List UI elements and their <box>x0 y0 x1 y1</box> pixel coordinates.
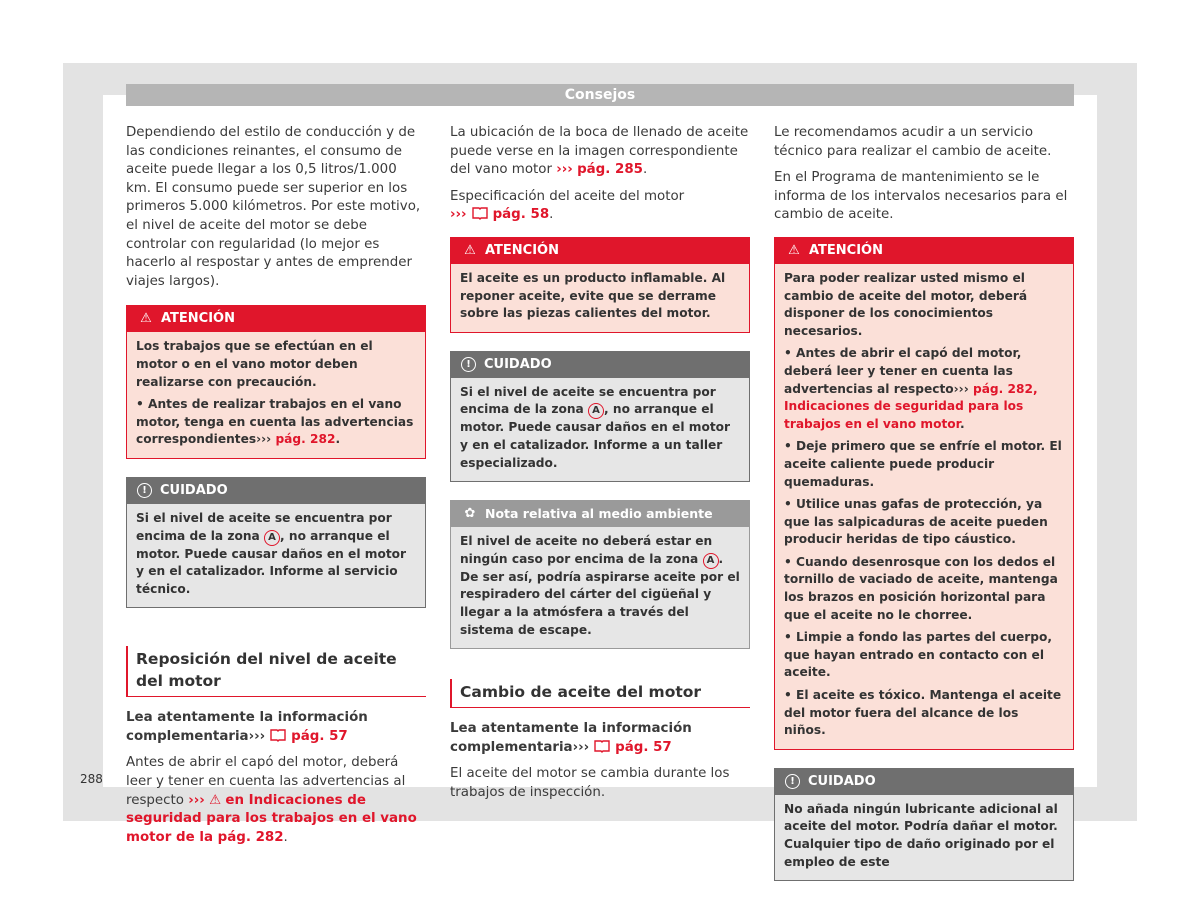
environment-note-box <box>450 500 750 649</box>
page-link[interactable]: pág. 285 <box>577 162 643 178</box>
caution-box <box>774 768 1074 881</box>
environment-note-title: Nota relativa al medio ambiente <box>485 506 713 522</box>
page-link[interactable]: pág. 282 <box>275 432 336 447</box>
caution-text: No añada ningún lubricante adicional al aceite del motor. Podría dañar el motor. Cualquier tipo de daño originado por el empleo de este <box>784 801 1058 869</box>
warning-title: ATENCIÓN <box>809 242 883 258</box>
page-link[interactable]: pág. 282, Indicaciones de seguridad para los trabajos en el vano motor <box>784 381 1038 431</box>
warning-bullet: • Deje primero que se enfríe el motor. El aceite caliente puede producir quemaduras. <box>784 439 1062 489</box>
lead-text: Lea atentamente la información complementaria››› pág. 57 <box>126 710 368 744</box>
warning-icon: ⚠ <box>209 792 222 808</box>
caution-title: CUIDADO <box>160 482 228 498</box>
warning-bullet: • Antes de realizar trabajos en el vano motor, tenga en cuenta las advertencias correspondientes››› pág. 282. <box>136 397 414 447</box>
zone-a-icon: A <box>703 553 719 569</box>
column-1 <box>126 124 426 855</box>
page-link[interactable]: pág. 58 <box>492 207 550 223</box>
warning-text: El aceite es un producto inflamable. Al reponer aceite, evite que se derrame sobre las piezas calientes del motor. <box>460 270 726 321</box>
caution-text: Si el nivel de aceite se encuentra por encima de la zona A , no arranque el motor. Puede causar daños en el motor y en el catalizador. Informe a un taller especializado. <box>460 384 731 470</box>
warning-title: ATENCIÓN <box>161 311 235 327</box>
book-icon <box>593 739 611 753</box>
paragraph: Dependiendo del estilo de conducción y de las condiciones reinantes, el consumo de aceite puede llegar a los 0,5 litros/1.000 km. El consumo puede ser superior en los primeros 5.000 kilómetros. Por este motivo, el nivel de aceite del motor se debe controlar con regularidad (lo mejor es hacerlo al respostar y antes de emprender viajes largos). <box>126 125 421 289</box>
section-header: Consejos <box>126 84 1074 106</box>
warning-box <box>126 305 426 459</box>
lead-text: Lea atentamente la información complementaria››› pág. 57 <box>450 721 692 755</box>
warning-bullet: • Cuando desenrosque con los dedos el tornillo de vaciado de aceite, mantenga los brazos en posición horizontal para que el aceite no le chorree. <box>784 554 1058 622</box>
paragraph: Especificación del aceite del motor ››› pág. 58. <box>450 188 685 223</box>
warning-box <box>450 237 750 333</box>
page-link[interactable]: pág. 57 <box>291 728 348 744</box>
caution-icon: ! <box>137 483 152 498</box>
warning-box <box>774 237 1074 750</box>
book-icon <box>471 206 489 220</box>
warning-bullet: • Limpie a fondo las partes del cuerpo, que hayan entrado en contacto con el aceite. <box>784 630 1053 680</box>
section-title: Cambio de aceite del motor <box>450 679 750 708</box>
warning-text: Para poder realizar usted mismo el cambio de aceite del motor, deberá disponer de los conocimientos necesarios. <box>784 270 1028 338</box>
book-icon <box>269 728 287 742</box>
warning-icon: ⚠ <box>464 242 476 258</box>
warning-bullet: • Antes de abrir el capó del motor, deberá leer y tener en cuenta las advertencias al respecto››› pág. 282, Indicaciones de seguridad para los trabajos en el vano motor. <box>784 346 1038 431</box>
caution-box <box>450 351 750 482</box>
warning-icon: ⚠ <box>140 311 152 327</box>
caution-text: Si el nivel de aceite se encuentra por encima de la zona A , no arranque el motor. Puede causar daños en el motor y en el catalizador. Informe al servicio técnico. <box>136 510 407 596</box>
column-2 <box>450 124 750 810</box>
warning-bullet: • El aceite es tóxico. Mantenga el aceite del motor fuera del alcance de los niños. <box>784 688 1062 738</box>
caution-icon: ! <box>461 357 476 372</box>
warning-icon: ⚠ <box>788 242 800 258</box>
paragraph: La ubicación de la boca de llenado de aceite puede verse en la imagen correspondiente del vano motor ››› pág. 285. <box>450 125 749 178</box>
column-3 <box>774 124 1074 899</box>
caution-title: CUIDADO <box>484 356 552 372</box>
caution-box <box>126 477 426 608</box>
zone-a-icon: A <box>588 403 604 419</box>
paragraph: Le recomendamos acudir a un servicio técnico para realizar el cambio de aceite. <box>774 125 1052 159</box>
environment-note-text: El nivel de aceite no deberá estar en ningún caso por encima de la zona A . De ser así, podría aspirarse aceite por el respiradero del cárter del cigüeñal y llegar a la atmósfera a través del sistema de escape. <box>460 534 740 637</box>
paragraph: En el Programa de mantenimiento se le informa de los intervalos necesarios para el cambio de aceite. <box>774 170 1068 223</box>
page-link[interactable]: en Indicaciones de seguridad para los trabajos en el vano motor de la pág. 282 <box>126 792 417 845</box>
page-link[interactable]: pág. 57 <box>615 739 672 755</box>
warning-bullet: • Utilice unas gafas de protección, ya que las salpicaduras de aceite pueden producir heridas de tipo cáustico. <box>784 497 1048 547</box>
flower-icon: ✿ <box>464 506 476 522</box>
caution-icon: ! <box>785 774 800 789</box>
page-number: 288 <box>80 772 103 786</box>
warning-text: Los trabajos que se efectúan en el motor o en el vano motor deben realizarse con precaución. <box>136 339 373 389</box>
zone-a-icon: A <box>264 530 280 546</box>
warning-title: ATENCIÓN <box>485 242 559 258</box>
paragraph: El aceite del motor se cambia durante los trabajos de inspección. <box>450 766 730 800</box>
caution-title: CUIDADO <box>808 773 876 789</box>
section-title: Reposición del nivel de aceite del motor <box>126 646 426 697</box>
paragraph: Antes de abrir el capó del motor, deberá leer y tener en cuenta las advertencias al respecto ››› ⚠ en Indicaciones de seguridad para los trabajos en el vano motor de la pág. 282. <box>126 755 417 845</box>
